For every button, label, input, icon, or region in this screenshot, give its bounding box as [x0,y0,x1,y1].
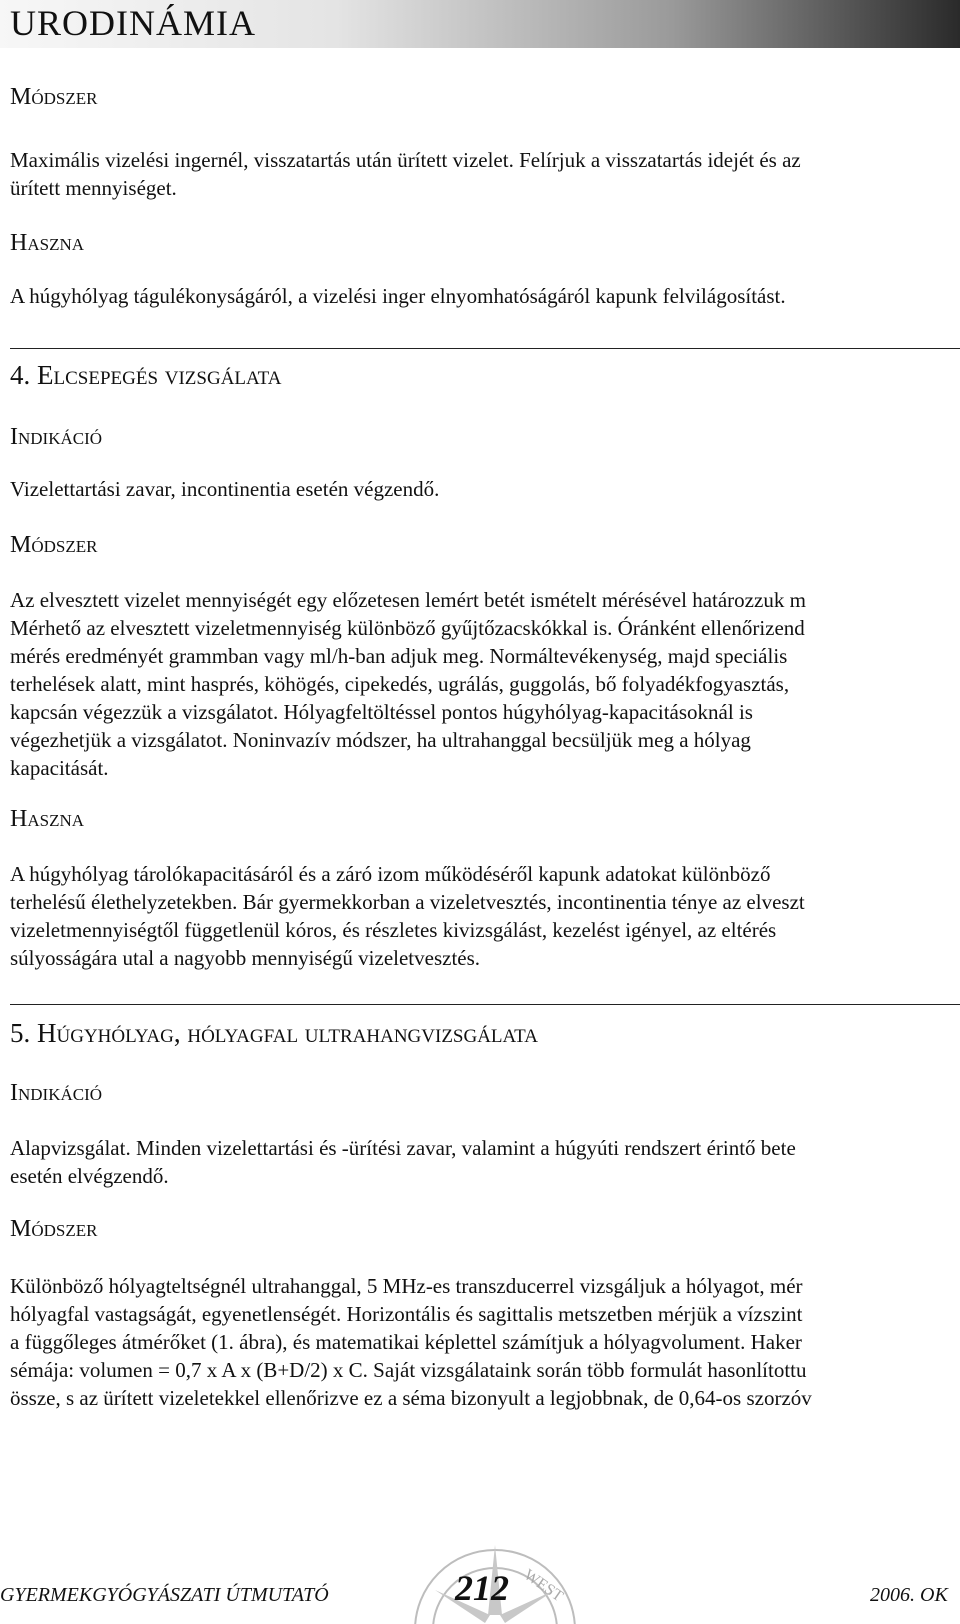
section-divider-5 [10,1004,960,1005]
section-heading-5: 5. Húgyhólyag, hólyagfal ultrahangvizsgálata [10,1018,538,1048]
section-divider-4 [10,348,960,349]
paragraph-indikacio-5: Alapvizsgálat. Minden vizelettartási és -ürítési zavar, valamint a húgyúti rendszert érintő bete esetén elvégzendő. [10,1136,796,1188]
footer-date: 2006. OK [870,1584,948,1606]
paragraph-haszna-1: A húgyhólyag tágulékonyságáról, a vizelési inger elnyomhatóságáról kapunk felvilágosítást. [10,284,786,308]
svg-text:WEST: WEST [520,1566,567,1606]
header-band [0,0,960,48]
subheading-haszna-1: Haszna [10,230,85,256]
subheading-indikacio-4: Indikáció [10,424,103,450]
subheading-indikacio-5: Indikáció [10,1080,103,1106]
section-heading-4: 4. Elcsepegés vizsgálata [10,360,282,390]
subheading-haszna-4: Haszna [10,806,85,832]
subheading-modszer-5: Módszer [10,1216,98,1242]
paragraph-haszna-4: A húgyhólyag tárolókapacitásáról és a záró izom működéséről kapunk adatokat különböző terhelésű élethelyzetekben. Bár gyermekkorban a vizeletvesztés, incontinentia ténye az elveszt vizeletmennyiségtől függetlenül kóros, és részletes kivizsgálást, kezelést igényel, az eltérés súlyosságára utal a nagyobb mennyiségű vizeletvesztés. [10,862,805,970]
page-number: 212 [455,1568,509,1608]
subheading-modszer-4: Módszer [10,532,98,558]
page-title: URODINÁMIA [10,3,256,43]
paragraph-indikacio-4: Vizelettartási zavar, incontinentia esetén végzendő. [10,477,440,501]
subheading-modszer-1: Módszer [10,84,98,110]
paragraph-modszer-5: Különböző hólyagteltségnél ultrahanggal, 5 MHz-es transzducerrel vizsgáljuk a hólyagot, mér hólyagfal vastagságát, egyenetlenségét. Horizontális és sagittalis metszetben mérjük a vízszint a függőleges átmérőket (1. ábra), és matematikai képlettel számítjuk a hólyagvolument. Haker sémája: volumen = 0,7 x A x (B+D/2) x C. Saját vizsgálataink során több formulát hasonlítottu össze, s az ürített vizeletekkel ellenőrizve ez a séma bizonyult a legjobbnak, de 0,64-os szorzóv [10,1274,812,1410]
footer-book-title: GYERMEKGYÓGYÁSZATI ÚTMUTATÓ [0,1584,329,1606]
paragraph-modszer-4: Az elvesztett vizelet mennyiségét egy előzetesen lemért betét ismételt mérésével határozzuk m Mérhető az elvesztett vizeletmennyiség különböző gyűjtőzacskókkal is. Óránként ellenőrizend mérés eredményét grammban vagy ml/h-ban adjuk meg. Normáltevékenység, majd speciális terhelések alatt, mint hasprés, köhögés, cipekedés, ugrálás, guggolás, bő folyadékfogyasztás, kapcsán végezzük a vizsgálatot. Hólyagfeltöltéssel pontos húgyhólyag-kapacitásoknál is végezhetjük a vizsgálatot. Noninvazív módszer, ha ultrahanggal becsüljük meg a hólyag kapacitását. [10,588,806,780]
paragraph-modszer-1: Maximális vizelési ingernél, visszatartás után ürített vizelet. Felírjuk a visszatartás idejét és az ürített mennyiséget. [10,148,801,200]
